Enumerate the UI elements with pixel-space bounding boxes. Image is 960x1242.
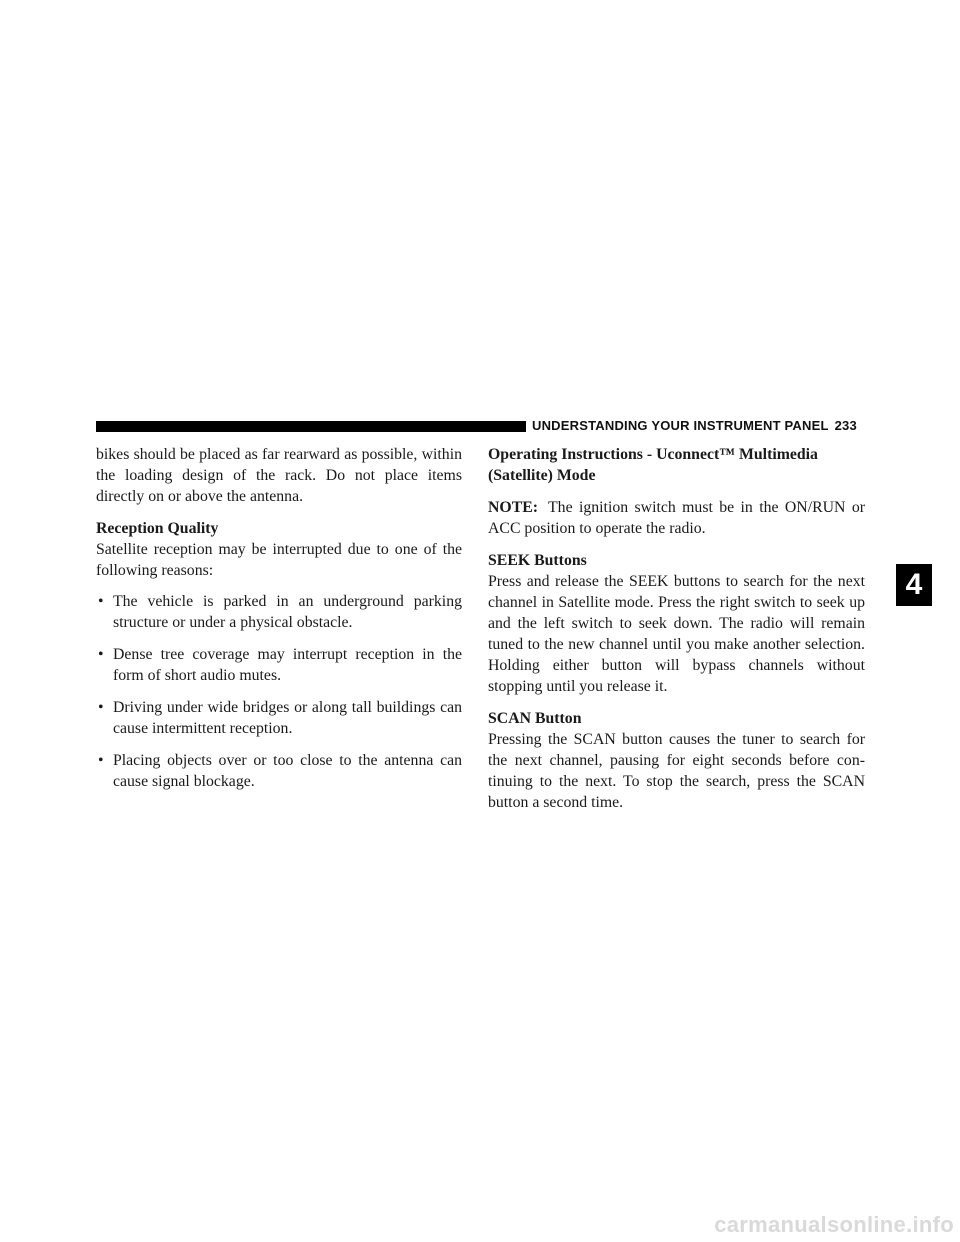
right-column [488,444,865,813]
note-paragraph [488,497,865,539]
section-title: UNDERSTANDING YOUR INSTRUMENT PANEL [532,418,829,433]
left-column [96,444,462,803]
list-item: • Placing objects over or too close to the antenna can cause signal blockage. [98,752,462,790]
scan-heading: SCAN Button [488,710,582,727]
note-text: The ignition switch must be in the ON/RUN or ACC position to operate the radio. [488,499,865,537]
bullet-icon: • [98,699,104,716]
running-header [532,418,857,433]
scan-text: Pressing the SCAN button causes the tuner to search for the next channel, pausing for eight seconds before con-tinuing to the next. To stop the search, press the SCAN button a second time. [488,731,865,811]
scan-section [488,708,865,813]
bullet-icon: • [98,646,104,663]
header-rule [96,421,526,432]
operating-instructions-heading: Operating Instructions - Uconnect™ Multimedia (Satellite) Mode [488,446,818,484]
list-item: • Driving under wide bridges or along tall buildings can cause intermittent reception. [98,699,462,737]
reception-bullet-list [96,591,462,792]
intro-paragraph: bikes should be placed as far rearward as possible, within the loading design of the rack. Do not place items directly on or above the antenna. [96,446,462,505]
seek-text: Press and release the SEEK buttons to search for the next channel in Satellite mode. Press the right switch to seek up and the left switch to seek down. The radio will remain tuned to the new channel until you make another selection. Holding either button will bypass channels without stopping until you release it. [488,573,865,695]
chapter-tab: 4 [896,564,932,606]
reception-section [96,518,462,792]
bullet-icon: • [98,752,104,769]
list-item: • The vehicle is parked in an underground parking structure or under a physical obstacle. [98,593,462,631]
page-number: 233 [834,418,857,433]
reception-heading: Reception Quality [96,520,219,537]
note-label: NOTE: [488,499,539,516]
seek-heading: SEEK Buttons [488,552,587,569]
watermark[interactable]: carmanualsonline.info [714,1212,954,1237]
reception-text: Satellite reception may be interrupted due to one of the following reasons: [96,541,462,579]
bullet-icon: • [98,593,104,610]
list-item: • Dense tree coverage may interrupt reception in the form of short audio mutes. [98,646,462,684]
seek-section [488,550,865,697]
